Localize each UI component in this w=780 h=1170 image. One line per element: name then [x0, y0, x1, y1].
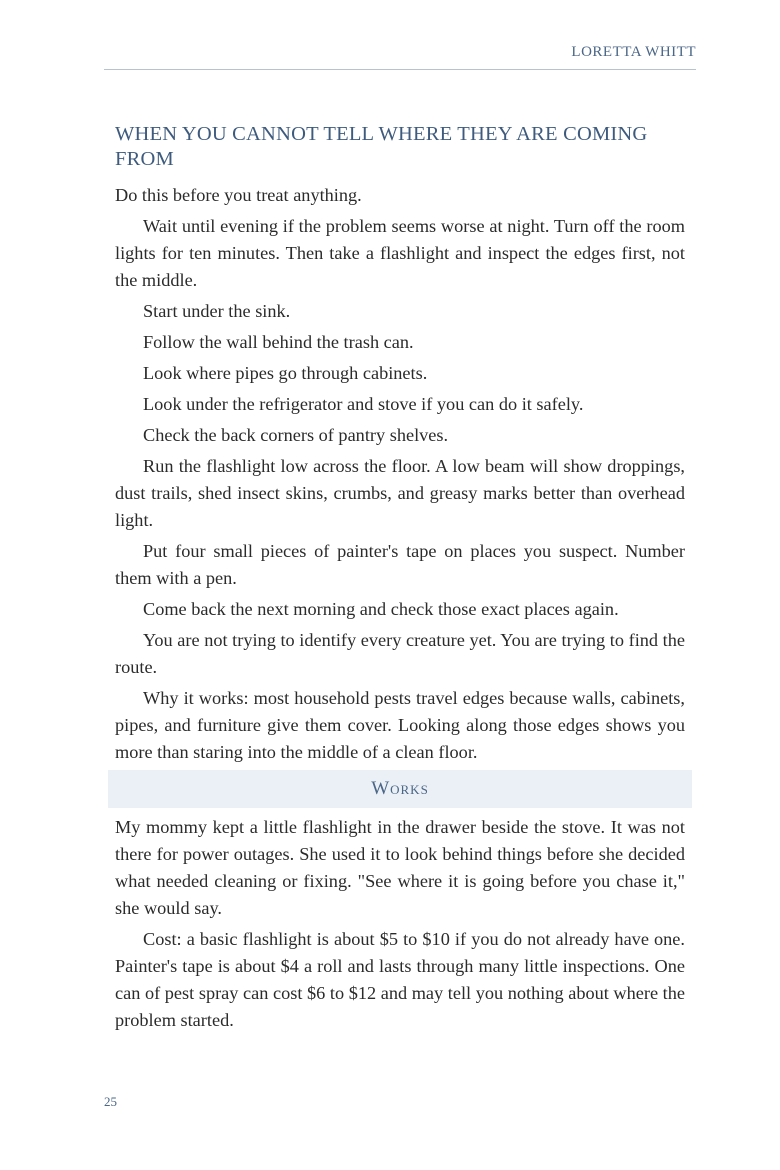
body-paragraph: Why it works: most household pests travel edges because walls, cabinets, pipes, and furniture give them cover. Looking along those edges shows you more than staring into the middle of a clean floor.	[115, 688, 685, 762]
body-paragraph: Wait until evening if the problem seems worse at night. Turn off the room lights for ten minutes. Then take a flashlight and inspect the edges first, not the middle.	[115, 216, 685, 290]
body-paragraph: You are not trying to identify every creature yet. You are trying to find the route.	[115, 630, 685, 677]
body-paragraph: Look under the refrigerator and stove if you can do it safely.	[143, 394, 584, 414]
body-paragraph: Come back the next morning and check those exact places again.	[143, 599, 619, 619]
body-paragraph: Start under the sink.	[143, 301, 291, 321]
anecdote-paragraph: My mommy kept a little flashlight in the drawer beside the stove. It was not there for power outages. She used it to look behind things before she decided what needed cleaning or fixing. "See where it is going before you chase it," she would say.	[115, 817, 685, 918]
cost-paragraph: Cost: a basic flashlight is about $5 to $10 if you do not already have one. Painter's tape is about $4 a roll and lasts through many little inspections. One can of pest spray can cost $6 to $12 and may tell you nothing about where the problem started.	[115, 929, 685, 1030]
body-paragraph: Check the back corners of pantry shelves.	[143, 425, 449, 445]
intro-paragraph: Do this before you treat anything.	[115, 185, 362, 205]
page-number: 25	[104, 1094, 117, 1109]
running-head-author: LORETTA WHITT	[104, 44, 696, 70]
body-paragraph: Put four small pieces of painter's tape on places you suspect. Number them with a pen.	[115, 541, 685, 588]
works-callout-banner: Works	[108, 770, 692, 808]
section-heading: WHEN YOU CANNOT TELL WHERE THEY ARE COMING FROM	[115, 123, 648, 170]
body-paragraph: Follow the wall behind the trash can.	[143, 332, 414, 352]
body-paragraph: Look where pipes go through cabinets.	[143, 363, 428, 383]
page-body	[115, 122, 685, 1038]
body-paragraph: Run the flashlight low across the floor. A low beam will show droppings, dust trails, shed insect skins, crumbs, and greasy marks better than overhead light.	[115, 456, 685, 530]
